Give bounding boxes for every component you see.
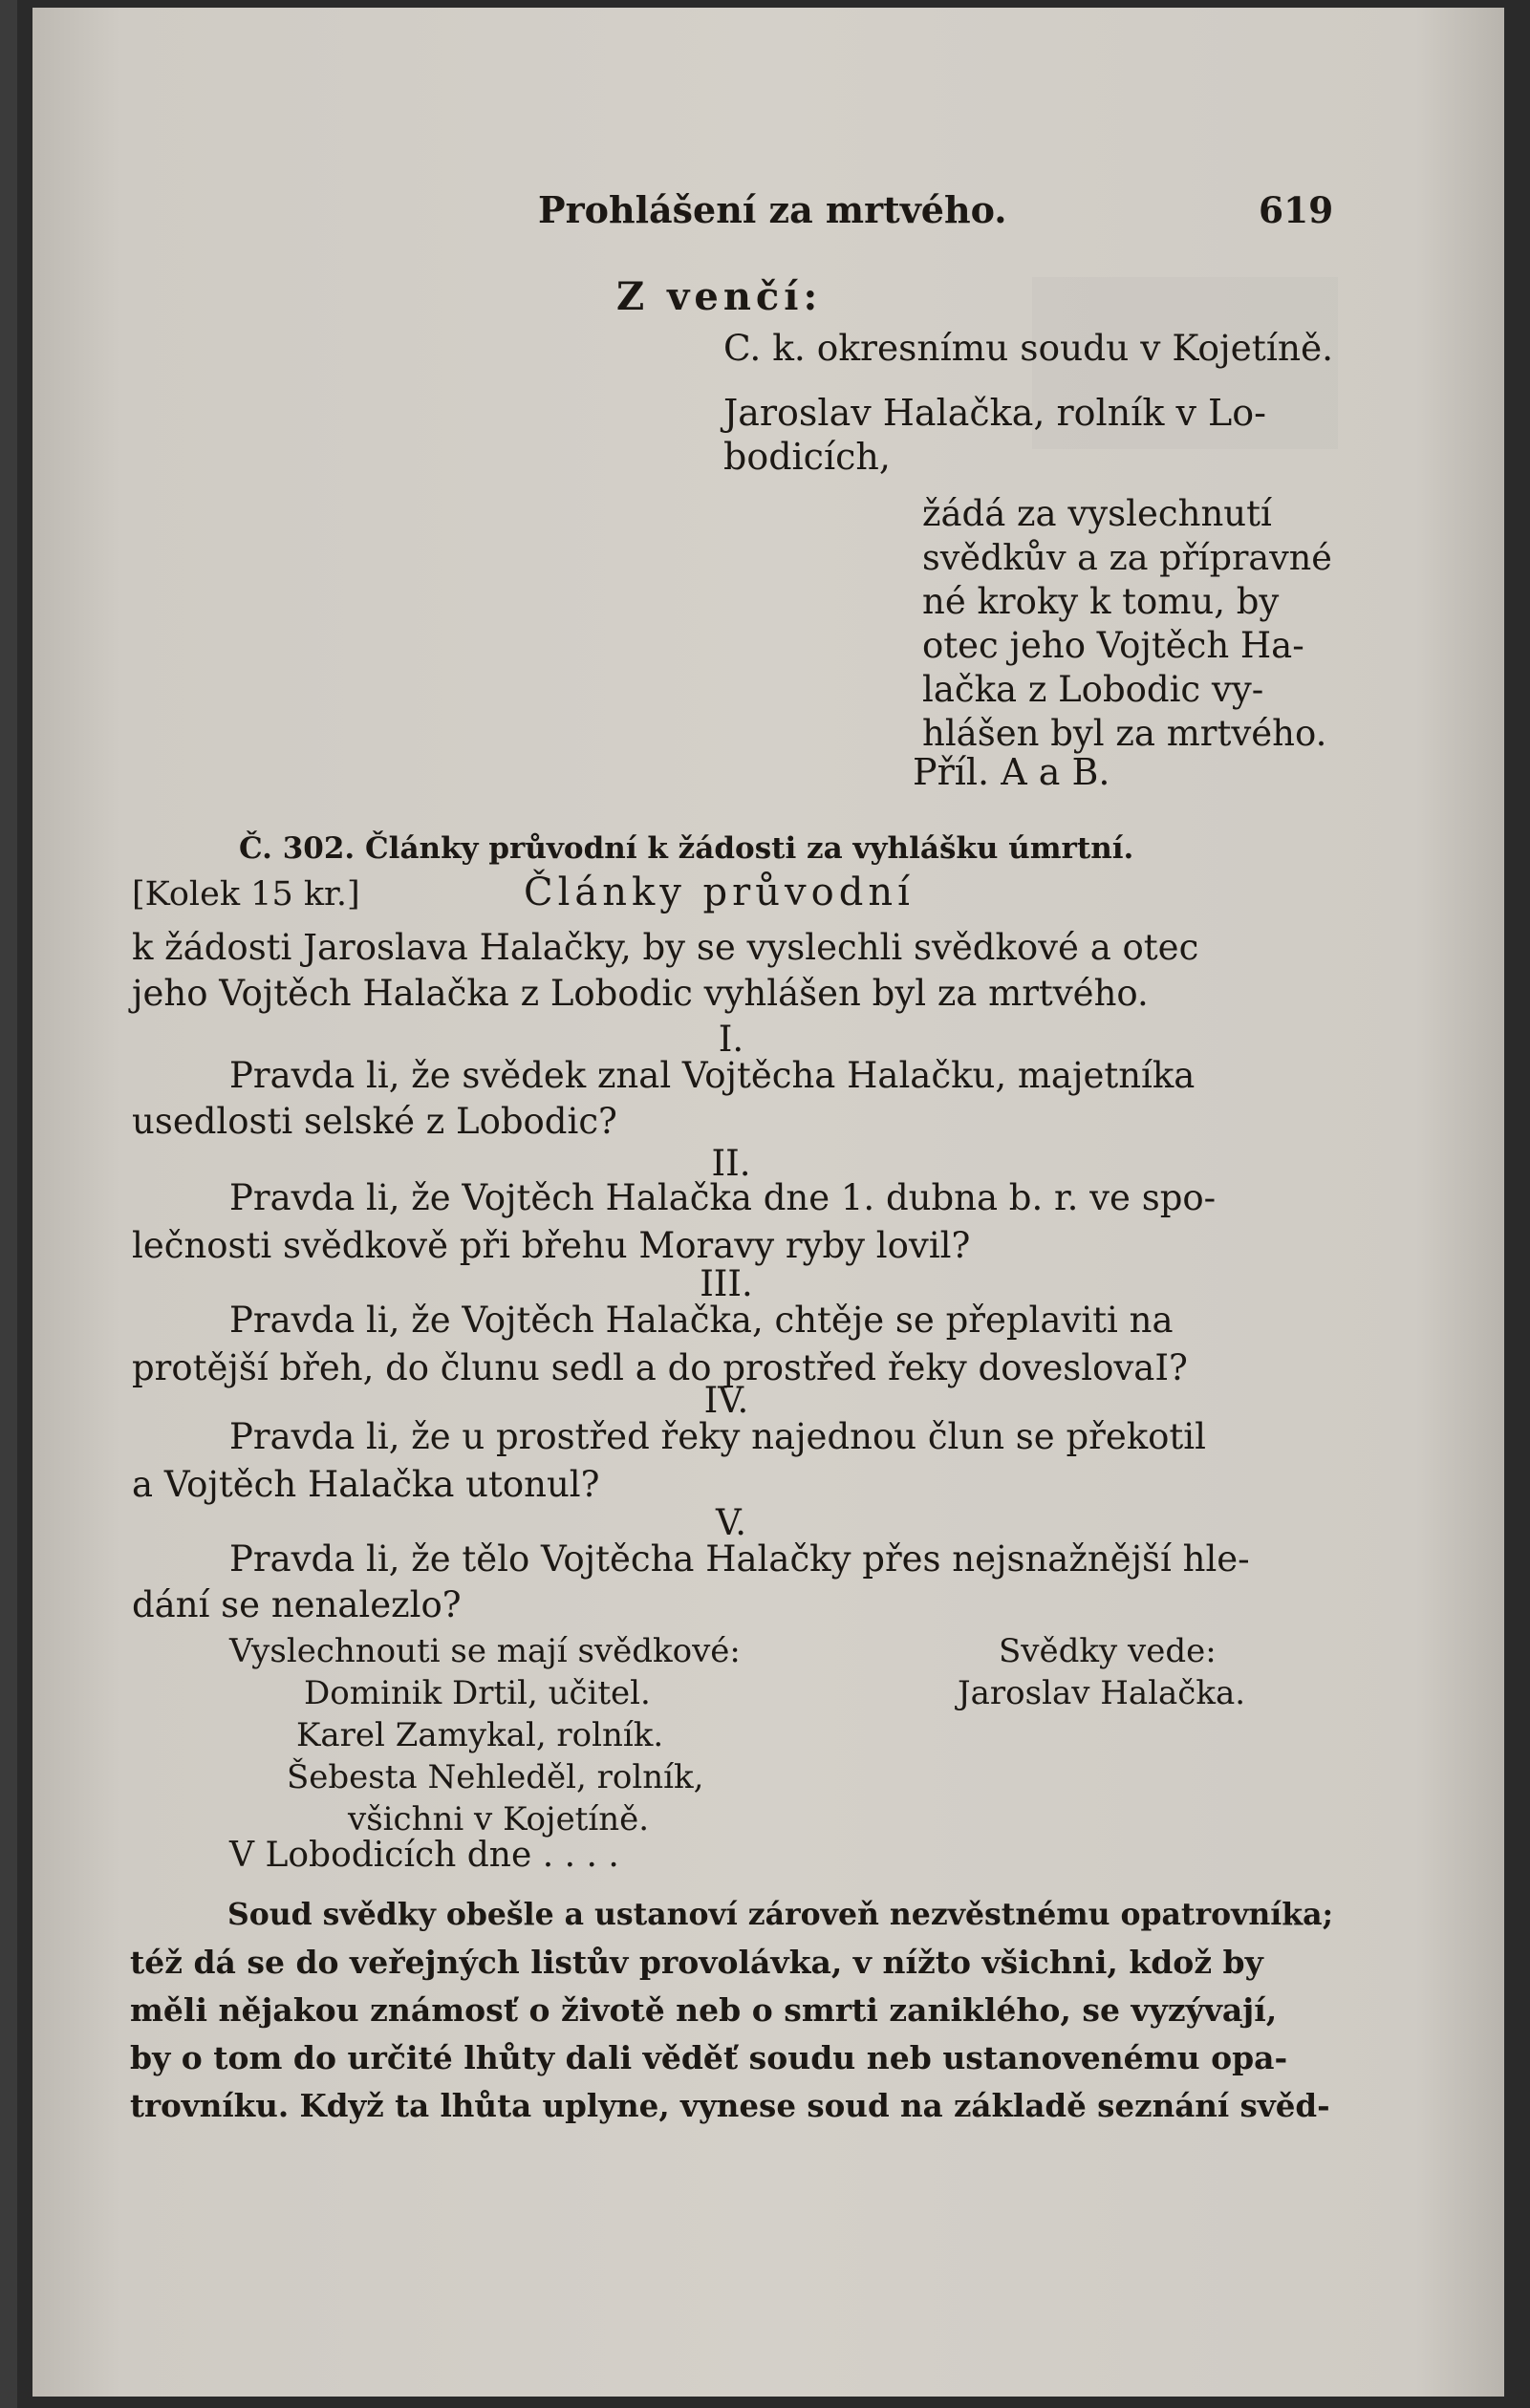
article-line: Pravda li, že Vojtěch Halačka dne 1. dubna b. r. ve spo- bbox=[229, 1177, 1217, 1218]
article-line: usedlosti selské z Lobodic? bbox=[132, 1101, 617, 1142]
applicant-line-1: Jaroslav Halačka, rolník v Lo- bbox=[723, 392, 1266, 434]
article-line: Pravda li, že tělo Vojtěcha Halačky přes nejsnažnější hle- bbox=[229, 1538, 1250, 1580]
closing-line: měli nějakou známosť o životě neb o smrti zaniklého, se vyzývají, bbox=[130, 1991, 1278, 2029]
request-line: svědkův a za přípravné bbox=[922, 537, 1332, 578]
document-title: Články průvodní bbox=[524, 871, 915, 914]
article-line: protější břeh, do člunu sedl a do prostřed řeky doveslovaI? bbox=[132, 1347, 1188, 1388]
article-line: a Vojtěch Halačka utonul? bbox=[132, 1464, 600, 1505]
article-numeral: II. bbox=[711, 1143, 751, 1184]
closing-line: by o tom do určité lhůty dali věděť soudu neb ustanovenému opa- bbox=[130, 2039, 1288, 2076]
article-line: lečnosti svědkově při břehu Moravy ryby lovil? bbox=[132, 1225, 971, 1266]
closing-line: Soud svědky obešle a ustanoví zároveň nezvěstnému opatrovníka; bbox=[227, 1897, 1334, 1932]
article-numeral: III. bbox=[700, 1263, 753, 1304]
outside-heading: Z venčí: bbox=[616, 274, 823, 319]
request-line: žádá za vyslechnutí bbox=[922, 493, 1272, 534]
applicant-line-2: bodicích, bbox=[723, 436, 891, 478]
request-line: lačka z Lobodic vy- bbox=[922, 669, 1264, 710]
article-line: Pravda li, že u prostřed řeky najednou člun se překotil bbox=[229, 1416, 1206, 1457]
witness-name: Šebesta Nehleděl, rolník, bbox=[287, 1758, 704, 1796]
attachments-line: Příl. A a B. bbox=[913, 751, 1110, 793]
intro-line: k žádosti Jaroslava Halačky, by se vyslechli svědkové a otec bbox=[132, 927, 1199, 968]
revenue-stamp-note: [Kolek 15 kr.] bbox=[132, 875, 360, 914]
article-line: Pravda li, že svědek znal Vojtěcha Halačku, majetníka bbox=[229, 1055, 1196, 1096]
closing-line: trovníku. Když ta lhůta uplyne, vynese soud na základě seznání svěd- bbox=[130, 2087, 1330, 2124]
addressee-line: C. k. okresnímu soudu v Kojetíně. bbox=[723, 327, 1334, 369]
section-heading: Č. 302. Články průvodní k žádosti za vyhlášku úmrtní. bbox=[239, 831, 1134, 866]
running-title: Prohlášení za mrtvého. bbox=[538, 188, 1007, 231]
request-line: otec jeho Vojtěch Ha- bbox=[922, 625, 1304, 666]
article-line: Pravda li, že Vojtěch Halačka, chtěje se přeplaviti na bbox=[229, 1300, 1174, 1341]
date-line: V Lobodicích dne . . . . bbox=[229, 1836, 619, 1875]
witness-leader-name: Jaroslav Halačka. bbox=[958, 1674, 1246, 1712]
book-spine-edge bbox=[0, 0, 17, 2408]
article-numeral: V. bbox=[715, 1502, 746, 1543]
request-line: hlášen byl za mrtvého. bbox=[922, 713, 1327, 754]
witness-leader-label: Svědky vede: bbox=[999, 1632, 1217, 1670]
witness-name: Dominik Drtil, učitel. bbox=[304, 1674, 651, 1712]
witness-name: všichni v Kojetíně. bbox=[348, 1800, 650, 1838]
article-numeral: I. bbox=[718, 1019, 744, 1060]
intro-line: jeho Vojtěch Halačka z Lobodic vyhlášen byl za mrtvého. bbox=[132, 973, 1149, 1014]
page-number: 619 bbox=[1259, 189, 1334, 231]
witnesses-label: Vyslechnouti se mají svědkové: bbox=[229, 1632, 741, 1670]
article-numeral: IV. bbox=[703, 1380, 749, 1421]
request-line: né kroky k tomu, by bbox=[922, 581, 1280, 622]
closing-line: též dá se do veřejných listův provolávka, v nížto všichni, kdož by bbox=[130, 1944, 1263, 1981]
witness-name: Karel Zamykal, rolník. bbox=[296, 1716, 664, 1754]
article-line: dání se nenalezlo? bbox=[132, 1584, 462, 1625]
